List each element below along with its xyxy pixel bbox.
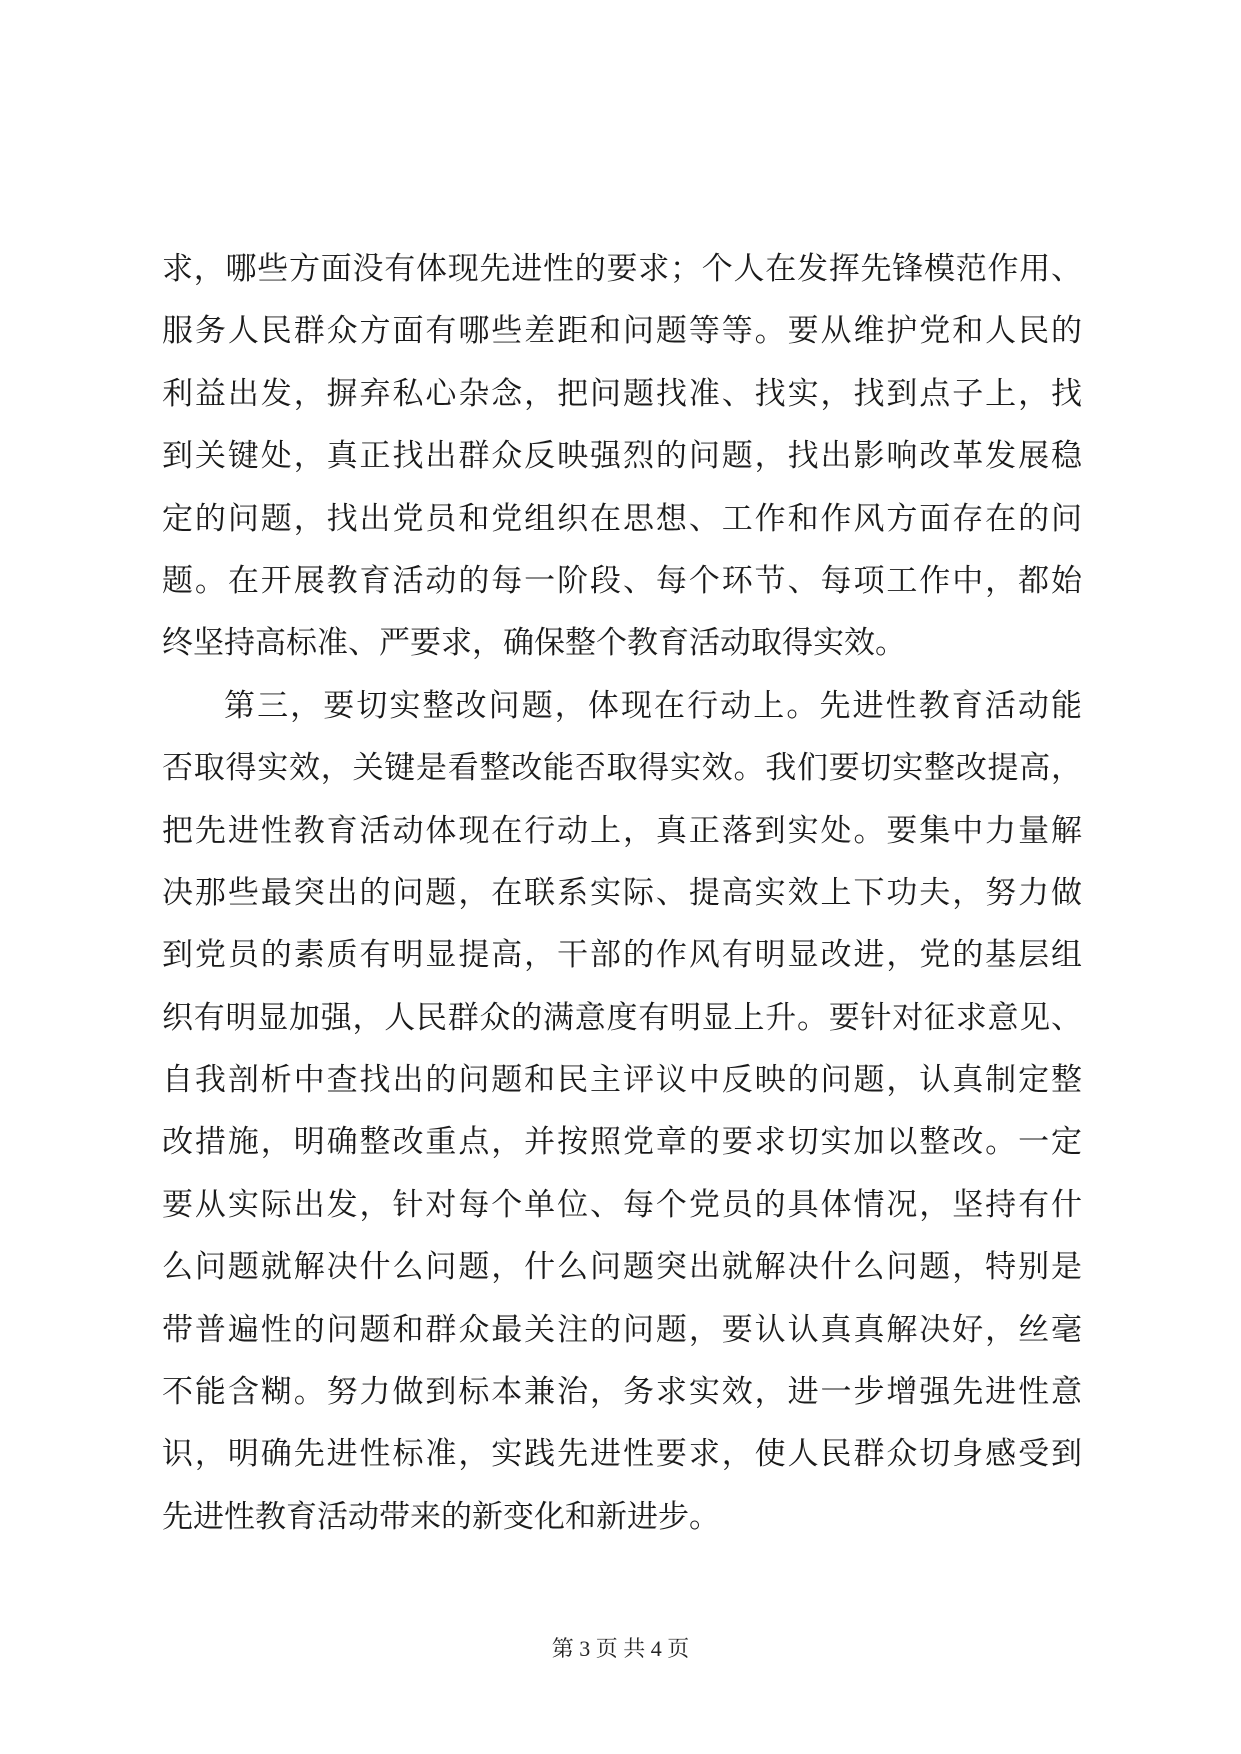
- text-line: 把先进性教育活动体现在行动上，真正落到实处。要集中力量解: [162, 812, 1082, 849]
- text-line: 决那些最突出的问题，在联系实际、提高实效上下功夫，努力做: [162, 874, 1082, 911]
- text-line: 识，明确先进性标准，实践先进性要求，使人民群众切身感受到: [162, 1436, 1082, 1473]
- text-line: 服务人民群众方面有哪些差距和问题等等。要从维护党和人民的: [162, 313, 1082, 350]
- text-line: 改措施，明确整改重点，并按照党章的要求切实加以整改。一定: [162, 1124, 1082, 1161]
- text-line: 织有明显加强，人民群众的满意度有明显上升。要针对征求意见、: [162, 999, 1082, 1036]
- text-line: 先进性教育活动带来的新变化和新进步。: [162, 1498, 720, 1535]
- text-line: 么问题就解决什么问题，什么问题突出就解决什么问题，特别是: [162, 1249, 1082, 1286]
- text-line: 自我剖析中查找出的问题和民主评议中反映的问题，认真制定整: [162, 1062, 1082, 1099]
- body-text: [162, 238, 1082, 1548]
- paragraph-start-line: 第三，要切实整改问题，体现在行动上。先进性教育活动能: [224, 687, 1082, 724]
- text-line: 带普遍性的问题和群众最关注的问题，要认认真真解决好，丝毫: [162, 1311, 1082, 1348]
- text-line: 否取得实效，关键是看整改能否取得实效。我们要切实整改提高，: [162, 750, 1082, 787]
- text-line: 终坚持高标准、严要求，确保整个教育活动取得实效。: [162, 625, 906, 662]
- text-line: 到党员的素质有明显提高，干部的作风有明显改进，党的基层组: [162, 937, 1082, 974]
- text-line: 到关键处，真正找出群众反映强烈的问题，找出影响改革发展稳: [162, 438, 1082, 475]
- text-line: 要从实际出发，针对每个单位、每个党员的具体情况，坚持有什: [162, 1186, 1082, 1223]
- page-number-footer: 第 3 页 共 4 页: [551, 1636, 690, 1661]
- text-line: 题。在开展教育活动的每一阶段、每个环节、每项工作中，都始: [162, 562, 1082, 599]
- text-line: 不能含糊。努力做到标本兼治，务求实效，进一步增强先进性意: [162, 1374, 1082, 1411]
- text-line: 定的问题，找出党员和党组织在思想、工作和作风方面存在的问: [162, 500, 1082, 537]
- text-line: 求，哪些方面没有体现先进性的要求；个人在发挥先锋模范作用、: [162, 251, 1082, 287]
- text-line: 利益出发，摒弃私心杂念，把问题找准、找实，找到点子上，找: [162, 375, 1082, 412]
